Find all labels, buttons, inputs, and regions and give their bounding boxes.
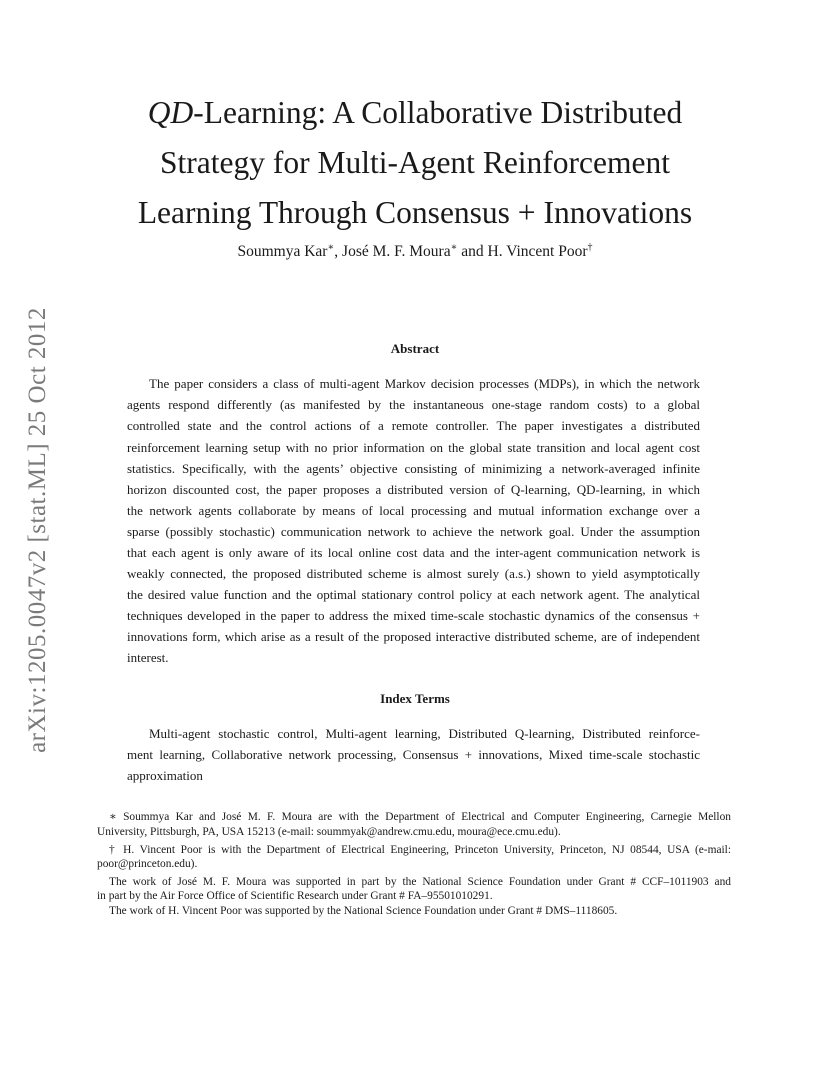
abstract-line: the network agents collaborate by means of local processing and mutual information exchange over a bbox=[127, 503, 700, 518]
footnote-line: † H. Vincent Poor is with the Department of Electrical Engineering, Princeton University, Princeton, NJ 08544, USA (e-mail: bbox=[109, 844, 731, 856]
author-2-mark: ∗ bbox=[450, 242, 458, 253]
title-line-1 bbox=[100, 88, 730, 138]
author-separator-1: , bbox=[334, 243, 343, 261]
index-terms-heading: Index Terms bbox=[380, 691, 450, 706]
title-math-qd: QD bbox=[147, 95, 194, 130]
abstract-line: that each agent is only aware of its local online cost data and the inter-agent communication network is bbox=[127, 545, 700, 560]
footnote-line: ∗ Soummya Kar and José M. F. Moura are with the Department of Electrical and Computer Engineering, Carnegie Mellon bbox=[109, 811, 731, 823]
abstract-line: reinforcement learning setup with no prior information on the global state transition and local agent cost bbox=[127, 440, 700, 455]
abstract-line: agents respond differently (as manifested by the instantaneous one-stage random costs) to a global bbox=[127, 397, 700, 412]
abstract-line: weakly connected, the proposed distributed scheme is almost surely (a.s.) shown to yield asymptotically bbox=[127, 566, 700, 581]
author-1: Soummya Kar bbox=[237, 243, 328, 261]
title-line-3: Learning Through Consensus + Innovations bbox=[137, 195, 693, 230]
abstract-line: the desired value function and the optimal stationary control policy at each network agent. The analytical bbox=[127, 587, 700, 602]
footnote-line: poor@princeton.edu). bbox=[97, 858, 198, 870]
footnote-line: The work of José M. F. Moura was supported in part by the National Science Foundation under Grant # CCF–1011903 and bbox=[109, 876, 731, 888]
abstract-heading: Abstract bbox=[390, 341, 440, 356]
title-line-1-rest: -Learning: A Collaborative Distributed bbox=[193, 95, 683, 130]
paper-title bbox=[100, 88, 730, 238]
index-terms-line: Multi-agent stochastic control, Multi-agent learning, Distributed Q-learning, Distributed reinforce- bbox=[149, 726, 700, 741]
author-list bbox=[100, 242, 730, 261]
abstract-line: techniques developed in the paper to address the mixed time-scale stochastic dynamics of the consensus + bbox=[127, 608, 700, 623]
index-terms-line: approximation bbox=[127, 768, 203, 783]
abstract-line: The paper considers a class of multi-agent Markov decision processes (MDPs), in which the network bbox=[149, 376, 700, 391]
footnote-line: The work of H. Vincent Poor was supported by the National Science Foundation under Grant # DMS–1118605. bbox=[109, 905, 618, 917]
footnote-line: University, Pittsburgh, PA, USA 15213 (e-mail: soummyak@andrew.cmu.edu, moura@ece.cmu.edu). bbox=[97, 826, 561, 838]
abstract-line: innovations form, which arise as a result of the proposed interactive distributed scheme, are of independent bbox=[127, 629, 700, 644]
author-separator-2: and bbox=[457, 243, 488, 261]
abstract-line: sparse (possibly stochastic) communication network to achieve the network goal. Under the assumption bbox=[127, 524, 700, 539]
author-2: José M. F. Moura bbox=[342, 243, 451, 261]
author-3: H. Vincent Poor bbox=[487, 243, 588, 261]
abstract-line: interest. bbox=[127, 650, 169, 665]
author-3-mark: † bbox=[587, 242, 593, 253]
abstract-line: controlled state and the control actions of a remote controller. The paper investigates a distributed bbox=[127, 418, 700, 433]
abstract-line: horizon discounted cost, the paper proposes a distributed version of Q-learning, QD-learning, in which bbox=[127, 482, 700, 497]
title-line-2: Strategy for Multi-Agent Reinforcement bbox=[160, 145, 670, 180]
abstract-line: statistics. Specifically, with the agents’ objective consisting of minimizing a network-averaged infinite bbox=[127, 461, 700, 476]
author-1-mark: ∗ bbox=[327, 242, 335, 253]
footnote-line: in part by the Air Force Office of Scientific Research under Grant # FA–95501010291. bbox=[97, 890, 493, 902]
arxiv-identifier-stamp: arXiv:1205.0047v2 [stat.ML] 25 Oct 2012 bbox=[24, 307, 51, 753]
index-terms-line: ment learning, Collaborative network processing, Consensus + innovations, Mixed time-scale stochastic bbox=[127, 747, 700, 762]
